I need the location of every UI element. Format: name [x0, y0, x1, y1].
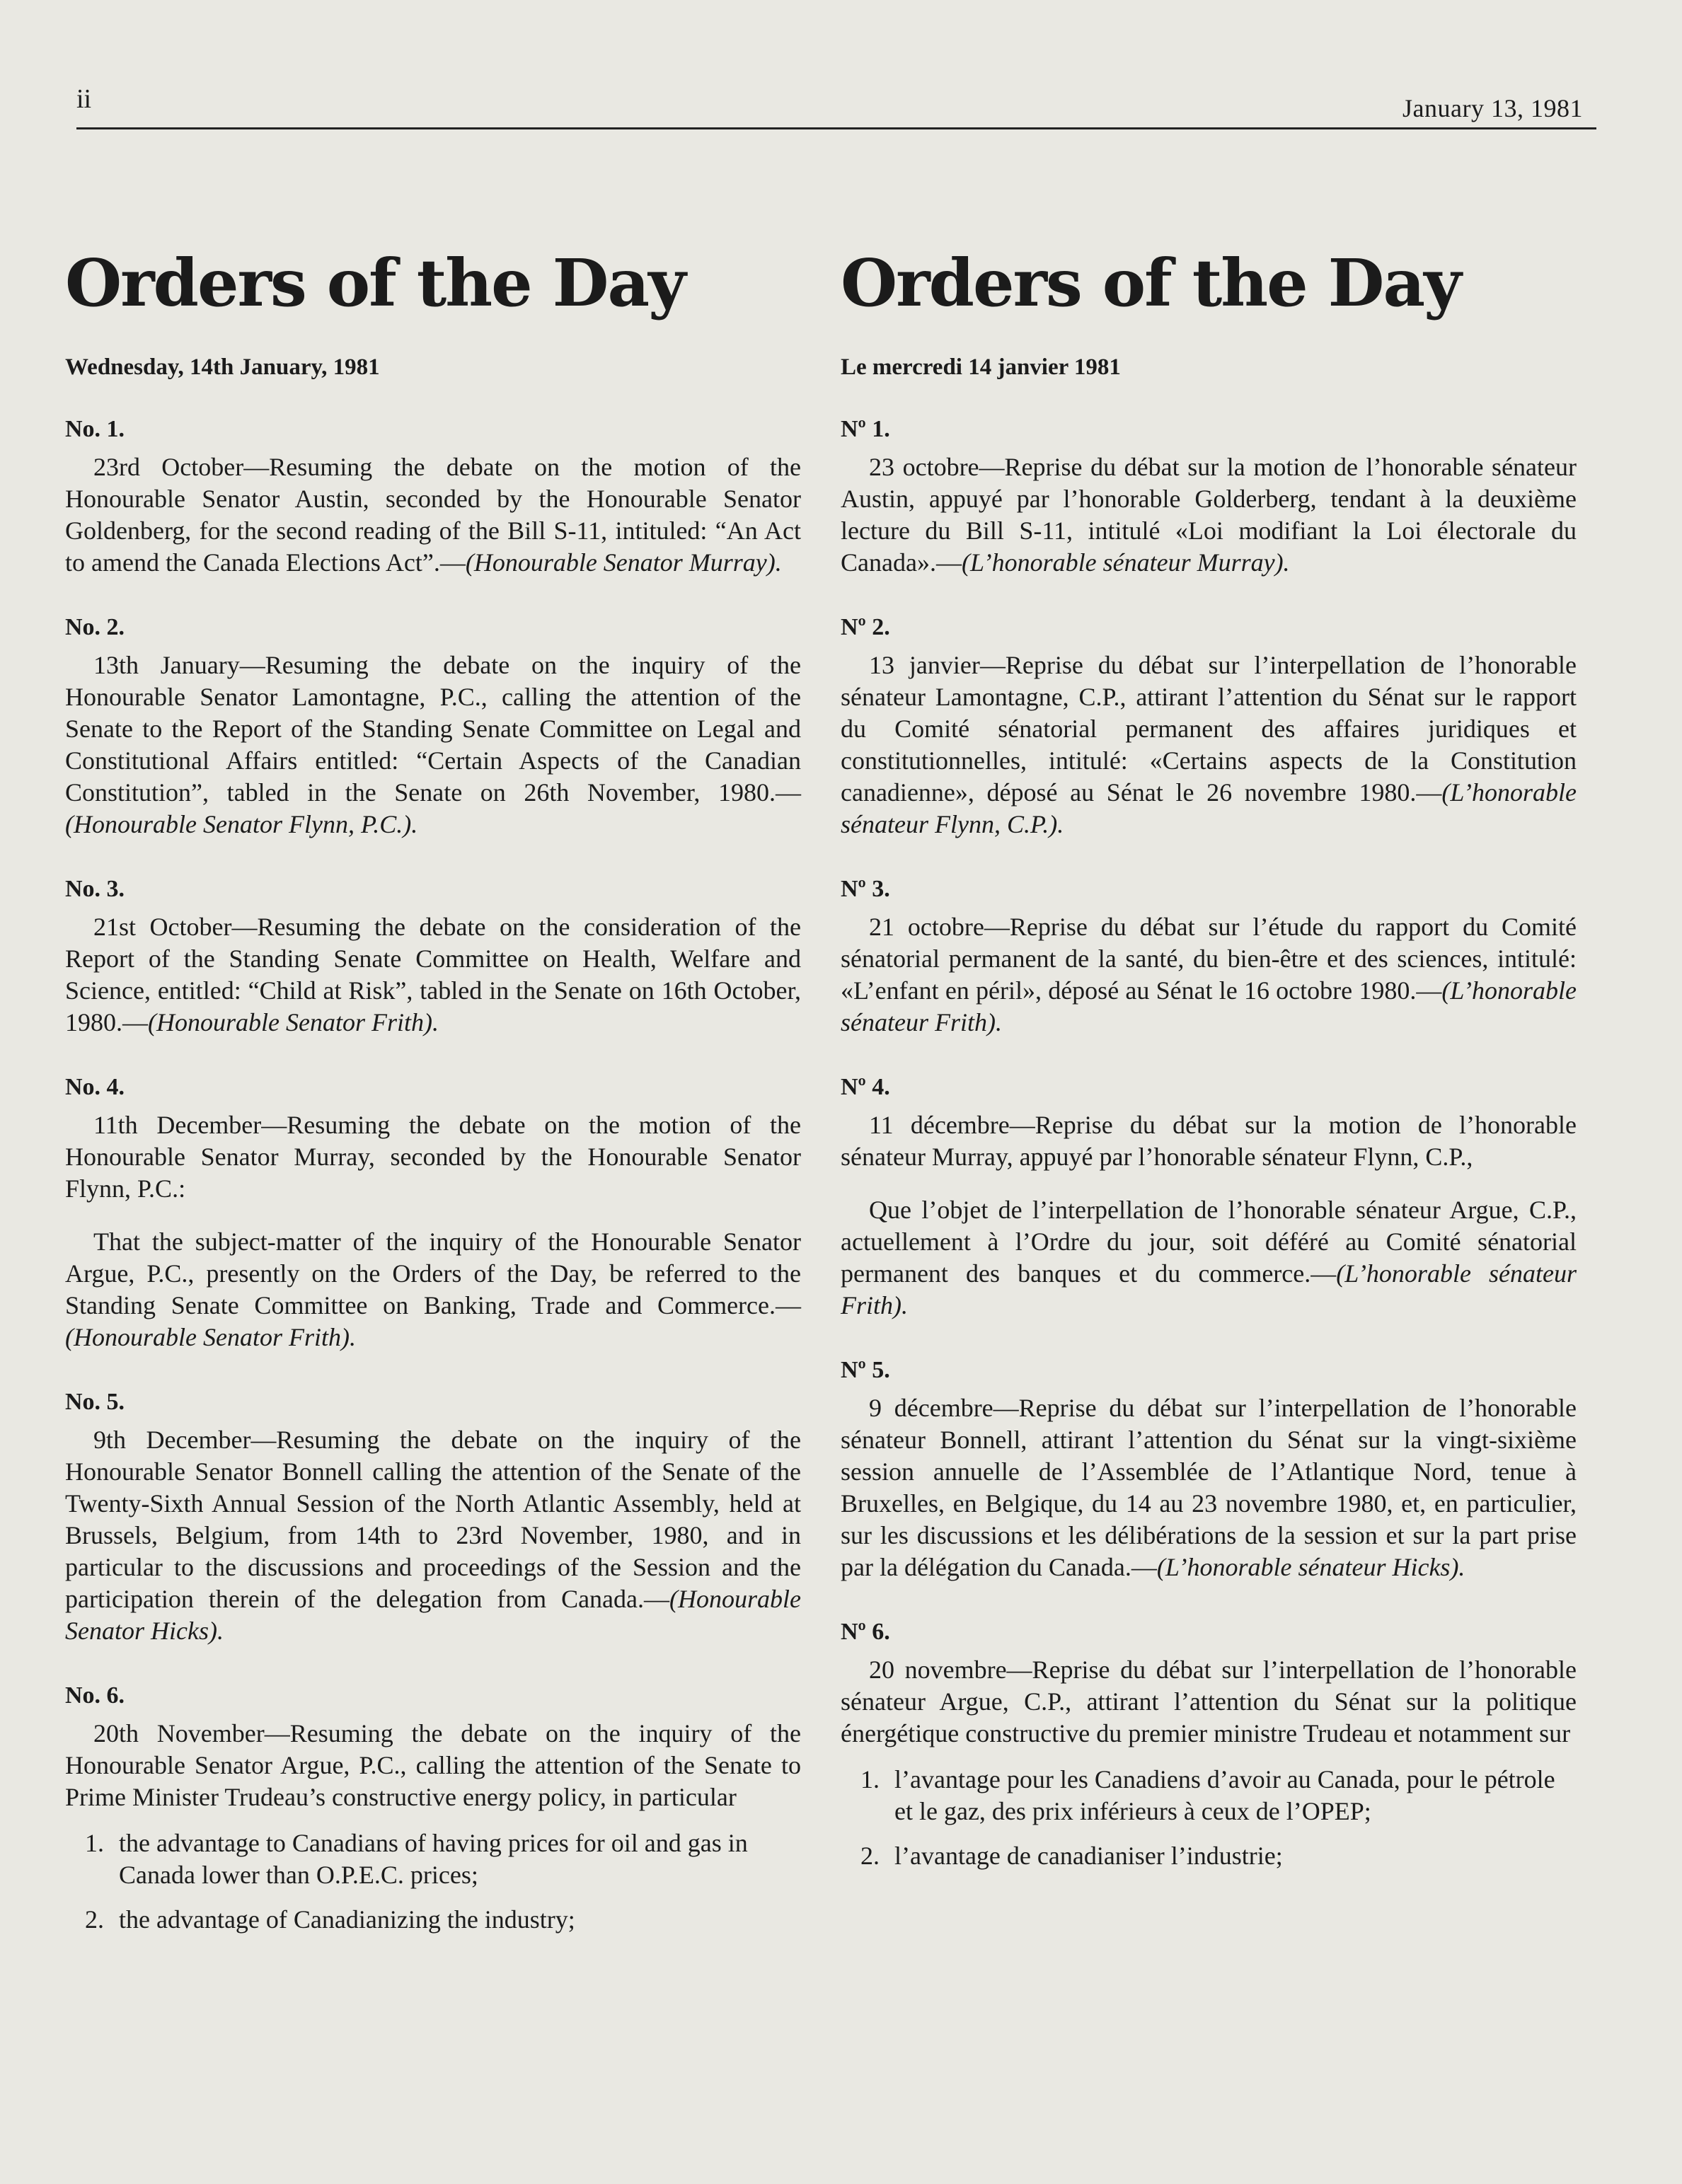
order-text-body: 21 octobre—Reprise du débat sur l’étude du rapport du Comité sénatorial permanent de la santé, du bien-être et des sciences, intitulé: «L’enfant en péril», déposé au Sénat le 16 octobre 1980.— — [841, 913, 1577, 1005]
header-rule — [76, 127, 1596, 129]
order-sponsor: (L’honorable sénateur Frith). — [841, 976, 1577, 1037]
sublist-number: 2. — [85, 1905, 104, 1934]
sublist-text: l’avantage de canadianiser l’industrie; — [894, 1842, 1283, 1871]
page-number: ii — [76, 84, 92, 114]
order-number: Nº 1. — [841, 416, 890, 443]
order-text — [65, 1109, 801, 1205]
order-number: No. 2. — [65, 614, 125, 641]
order-text-body: 20th November—Resuming the debate on the inquiry of the Honourable Senator Argue, P.C., calling the attention of the Senate to Prime Minister Trudeau’s constructive energy policy, in particular — [65, 1719, 801, 1812]
order-text-body: 11th December—Resuming the debate on the motion of the Honourable Senator Murray, seconded by the Honourable Senator Flynn, P.C.: — [65, 1111, 801, 1203]
order-text — [65, 911, 801, 1039]
order-sublist — [841, 1764, 1577, 1872]
orders-list — [841, 416, 1577, 1872]
order-text-body: 23 octobre—Reprise du débat sur la motion de l’honorable sénateur Austin, appuyé par l’honorable Golderberg, tendant à la deuxième lecture du Bill S-11, intitulé «Loi modifiant la Loi électorale du Canada».— — [841, 453, 1577, 577]
order-text-body: 9th December—Resuming the debate on the inquiry of the Honourable Senator Bonnell calling the attention of the Senate of the Twenty-Sixth Annual Session of the North Atlantic Assembly, held at Brussels, Belgium, from 14th to 23rd November, 1980, and in particular to the discussions and proceedings of the Session and the participation therein of the delegation from Canada.— — [65, 1426, 801, 1614]
order-number: Nº 6. — [841, 1619, 890, 1646]
order-sponsor: (L’honorable sénateur Hicks). — [1156, 1553, 1465, 1582]
order-item — [841, 614, 1577, 840]
order-text — [841, 649, 1577, 840]
order-item — [841, 416, 1577, 579]
order-text-body: 20 novembre—Reprise du débat sur l’interpellation de l’honorable sénateur Argue, C.P., attirant l’attention du Sénat sur la politique énergétique constructive du premier ministre Trudeau et notamment sur — [841, 1656, 1577, 1748]
order-sponsor: (L’honorable sénateur Murray). — [961, 548, 1290, 577]
order-sponsor: (L’honorable sénateur Frith). — [841, 1259, 1577, 1320]
date-line: Wednesday, 14th January, 1981 — [65, 354, 380, 381]
order-sublist-item — [841, 1764, 1577, 1827]
date-line: Le mercredi 14 janvier 1981 — [841, 354, 1121, 381]
order-item — [841, 1074, 1577, 1322]
order-subtext-body: Que l’objet de l’interpellation de l’honorable sénateur Argue, C.P., actuellement à l’Ordre du jour, soit déféré au Comité sénatorial permanent des banques et du commerce.— — [841, 1196, 1577, 1288]
order-text-body: 11 décembre—Reprise du débat sur la motion de l’honorable sénateur Murray, appuyé par l’honorable sénateur Flynn, C.P., — [841, 1111, 1577, 1172]
order-sponsor: (Honourable Senator Murray). — [465, 548, 782, 577]
orders-list — [65, 416, 801, 1936]
order-text — [841, 1392, 1577, 1583]
order-number: Nº 4. — [841, 1074, 890, 1101]
order-text — [65, 1718, 801, 1813]
order-item — [65, 1682, 801, 1936]
order-subtext-body: That the subject-matter of the inquiry of the Honourable Senator Argue, P.C., presently on the Orders of the Day, be referred to the Standing Senate Committee on Banking, Trade and Commerce.— — [65, 1227, 801, 1320]
order-item — [65, 1074, 801, 1353]
sublist-number: 1. — [860, 1765, 880, 1794]
order-sponsor: (Honourable Senator Flynn, P.C.). — [65, 810, 418, 839]
order-item — [841, 1619, 1577, 1872]
order-item — [65, 416, 801, 579]
order-text — [65, 649, 801, 840]
sublist-number: 1. — [85, 1829, 104, 1858]
order-sublist — [65, 1827, 801, 1936]
order-text-body: 21st October—Resuming the debate on the consideration of the Report of the Standing Senate Committee on Health, Welfare and Science, entitled: “Child at Risk”, tabled in the Senate on 16th October, 1980.— — [65, 913, 801, 1037]
order-item — [841, 1357, 1577, 1583]
order-text — [65, 451, 801, 579]
order-number: No. 4. — [65, 1074, 125, 1101]
order-text — [841, 1109, 1577, 1173]
order-number: Nº 2. — [841, 614, 890, 641]
order-sublist-item — [841, 1840, 1577, 1872]
english-column — [65, 245, 801, 1948]
order-item — [65, 876, 801, 1039]
page-title: Orders of the Day — [65, 245, 685, 321]
order-text — [841, 451, 1577, 579]
order-number: No. 5. — [65, 1389, 125, 1416]
sublist-text: the advantage to Canadians of having prices for oil and gas in Canada lower than O.P.E.C. prices; — [119, 1829, 748, 1890]
order-number: No. 6. — [65, 1682, 125, 1709]
sublist-number: 2. — [860, 1842, 880, 1871]
order-sublist-item — [65, 1827, 801, 1891]
page-title: Orders of the Day — [841, 245, 1461, 321]
order-sponsor: (L’honorable sénateur Flynn, C.P.). — [841, 778, 1577, 839]
order-subtext — [841, 1194, 1577, 1322]
order-text-body: 13 janvier—Reprise du débat sur l’interpellation de l’honorable sénateur Lamontagne, C.P., attirant l’attention du Sénat sur le rapport du Comité sénatorial permanent des affaires juridiques et constitutionnelles, intitulé: «Certains aspects de la Constitution canadienne», déposé au Sénat le 26 novembre 1980.— — [841, 651, 1577, 807]
french-column — [841, 245, 1577, 1885]
order-sublist-item — [65, 1904, 801, 1936]
order-text-body: 9 décembre—Reprise du débat sur l’interpellation de l’honorable sénateur Bonnell, attirant l’attention du Sénat sur la vingt-sixième session annuelle de l’Assemblée de l’Atlantique Nord, tenue à Bruxelles, en Belgique, du 14 au 23 novembre 1980, et, en particulier, sur les discussions et les délibérations de la session et sur la part prise par la délégation du Canada.— — [841, 1394, 1577, 1582]
order-text-body: 23rd October—Resuming the debate on the motion of the Honourable Senator Austin, seconded by the Honourable Senator Goldenberg, for the second reading of the Bill S-11, intituled: “An Act to amend the Canada Elections Act”.— — [65, 453, 801, 577]
order-text — [65, 1424, 801, 1647]
order-sponsor: (Honourable Senator Frith). — [148, 1008, 439, 1037]
order-sponsor: (Honourable Senator Frith). — [65, 1323, 356, 1352]
order-text-body: 13th January—Resuming the debate on the inquiry of the Honourable Senator Lamontagne, P.C., calling the attention of the Senate to the Report of the Standing Senate Committee on Legal and Constitutional Affairs entitled: “Certain Aspects of the Canadian Constitution”, tabled in the Senate on 26th November, 1980.— — [65, 651, 801, 807]
order-item — [65, 1389, 801, 1647]
page-date: January 13, 1981 — [1402, 94, 1583, 122]
order-number: Nº 3. — [841, 876, 890, 903]
order-subtext — [65, 1226, 801, 1353]
sublist-text: the advantage of Canadianizing the industry; — [119, 1905, 575, 1934]
order-sponsor: (Honourable Senator Hicks). — [65, 1585, 801, 1646]
order-item — [841, 876, 1577, 1039]
order-text — [841, 1654, 1577, 1750]
order-item — [65, 614, 801, 840]
order-number: No. 1. — [65, 416, 125, 443]
sublist-text: l’avantage pour les Canadiens d’avoir au Canada, pour le pétrole et le gaz, des prix inférieurs à ceux de l’OPEP; — [894, 1765, 1555, 1826]
order-number: Nº 5. — [841, 1357, 890, 1384]
order-text — [841, 911, 1577, 1039]
order-number: No. 3. — [65, 876, 125, 903]
